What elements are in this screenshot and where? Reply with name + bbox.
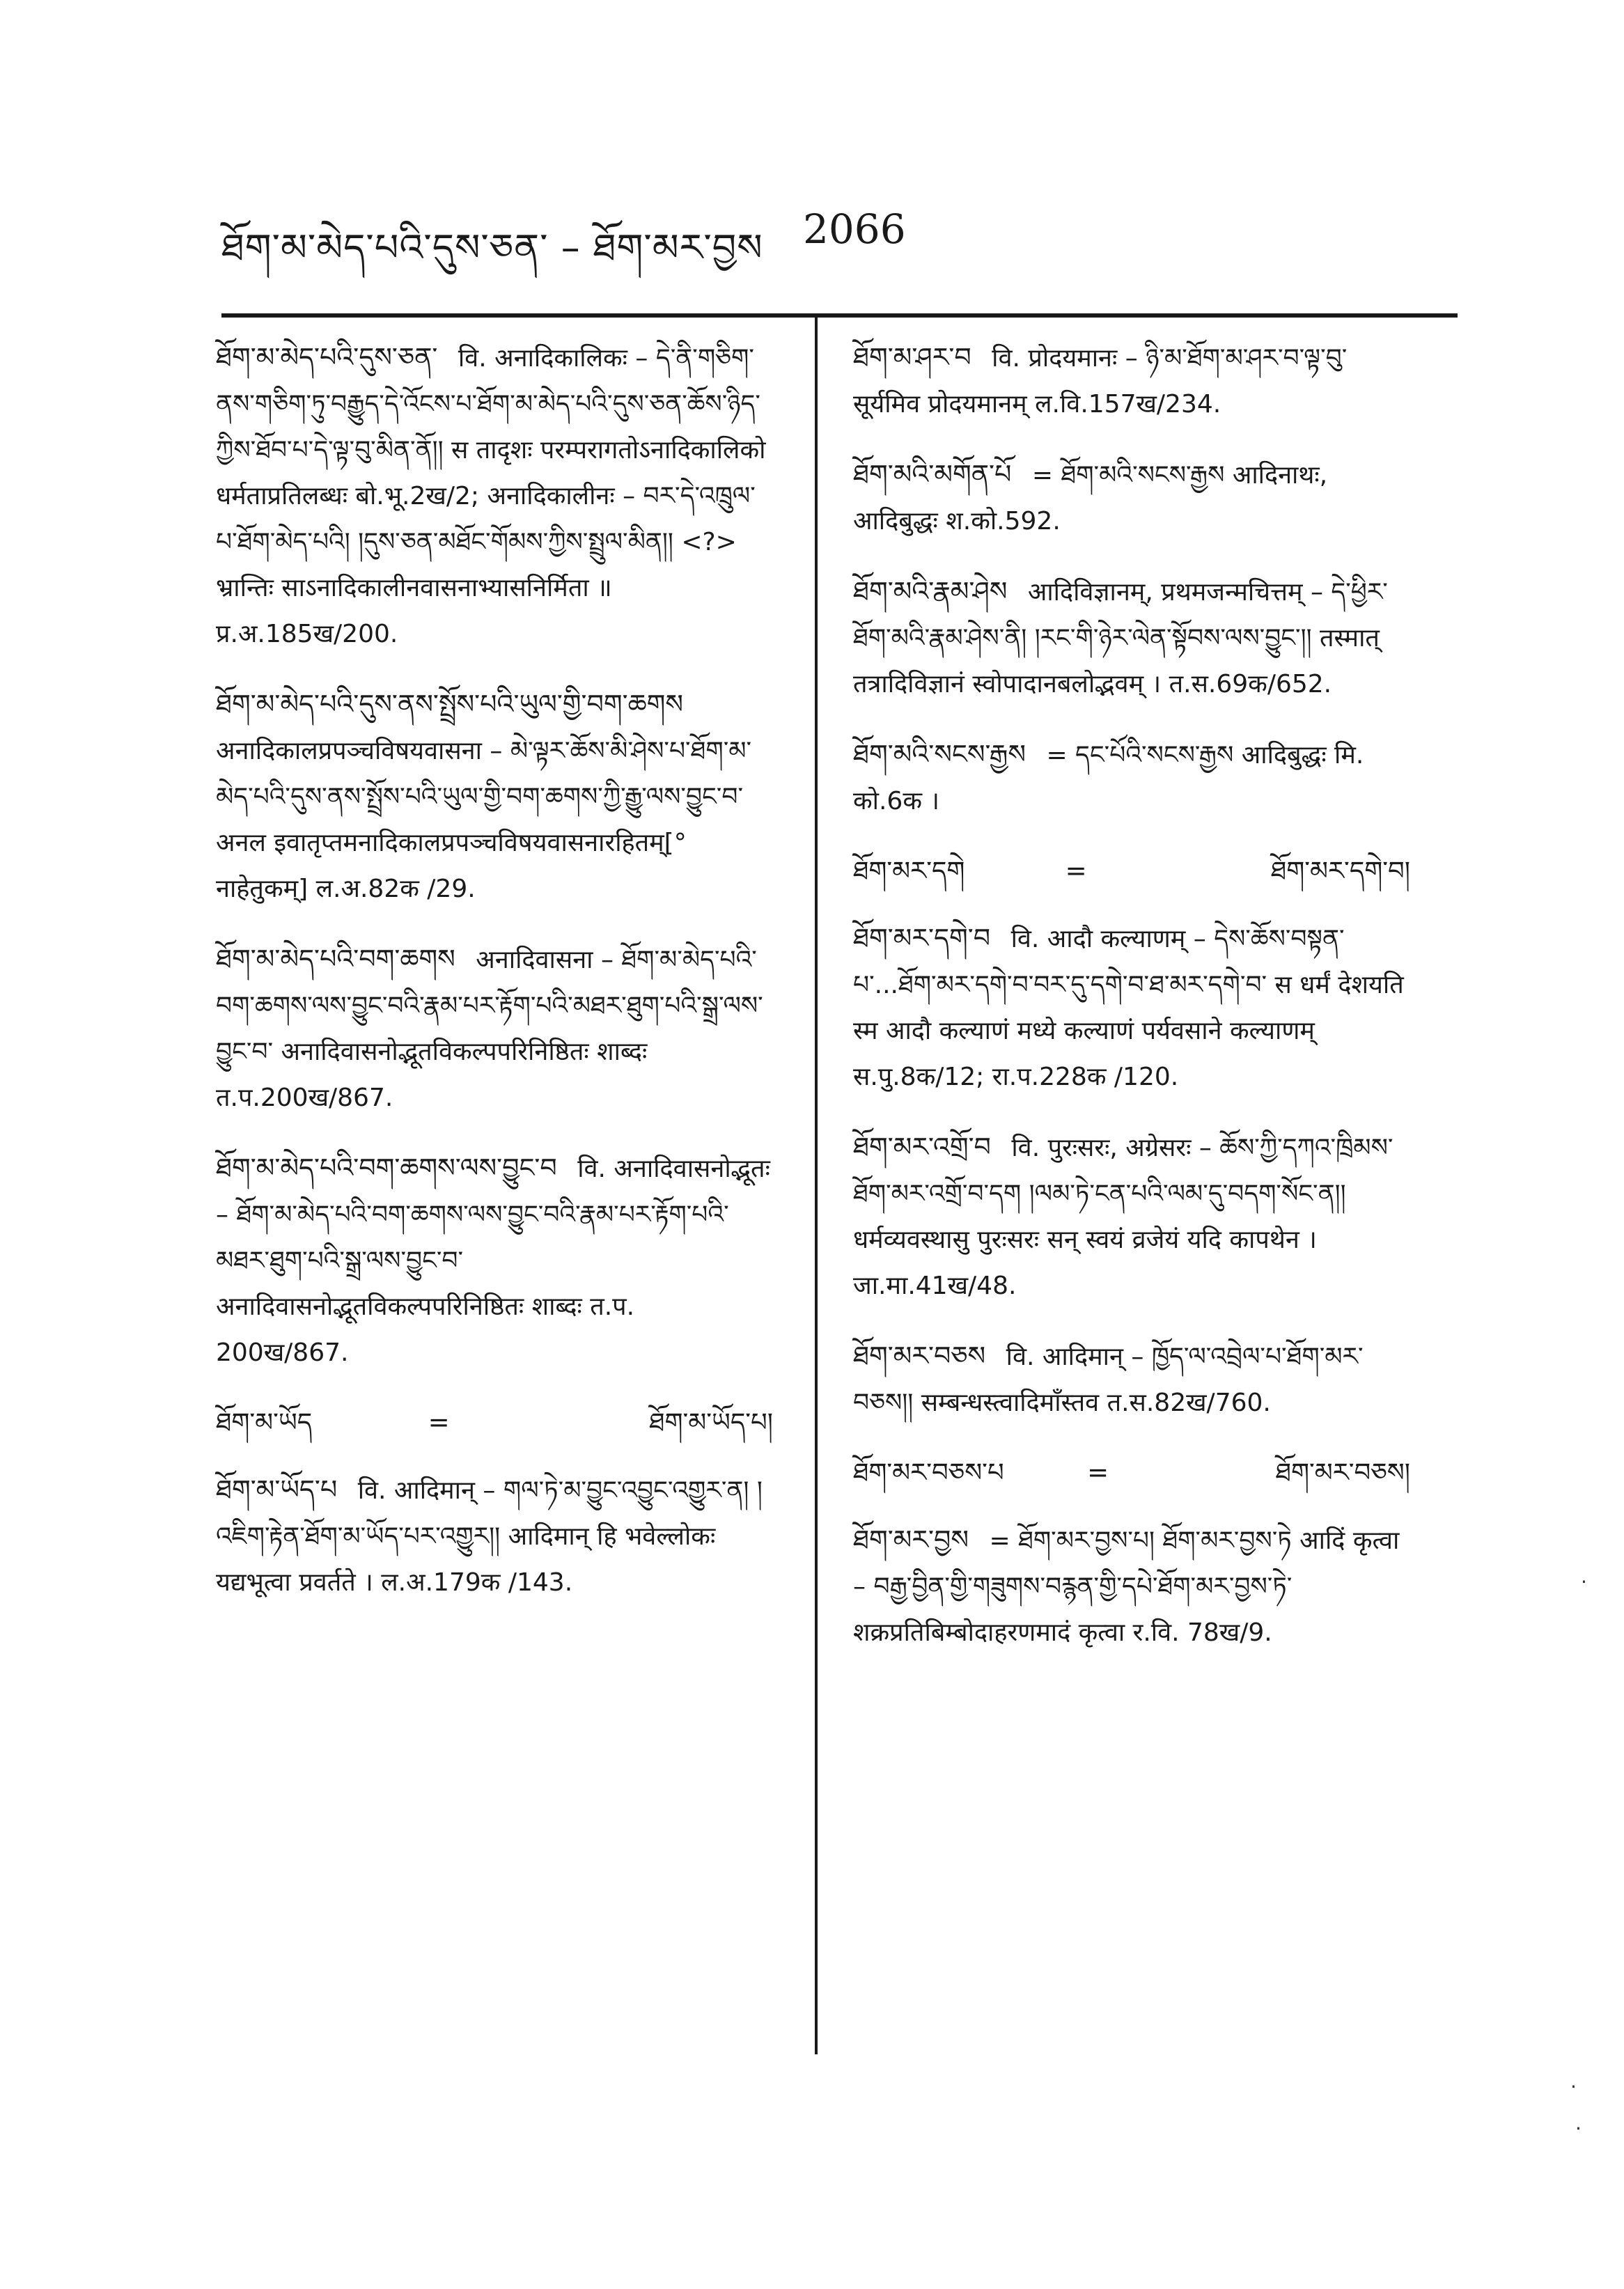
entry-definition: आदिविज्ञानम्, प्रथमजन्मचित्तम् – དེ་ཕྱིར་ཐོག་མའི་རྣམ་ཤེས་ནི། །རང་གི་ཉེར་ལེན་སྟོབས་ལས་བྱུང་།། तस्मात् तत्रादिविज्ञानं स्वोपादानबलोद्भवम् । त.स.69क/652. (853, 578, 1388, 698)
equals-sign: = (1087, 1458, 1109, 1487)
dictionary-entry (853, 334, 1410, 428)
entry-headword: ཐོག་མ་མེད་པའི་བག་ཆགས (216, 944, 455, 974)
entry-headword: ཐོག་མར་བཅས (853, 1341, 986, 1371)
cross-reference (853, 1450, 1410, 1496)
entry-headword: ཐོག་མ་མེད་པའི་བག་ཆགས་ལས་བྱུང་བ (216, 1153, 557, 1183)
entry-headword: ཐོག་མ་ཡོད (216, 1407, 313, 1437)
entry-definition: = ཐོག་མའི་སངས་རྒྱས आदिनाथः, आदिबुद्धः श.को.592. (853, 461, 1328, 536)
entry-headword: ཐོག་མའི་མགོན་པོ (853, 459, 1012, 490)
entry-headword: ཐོག་མར་དགེ (853, 856, 965, 886)
page-header (221, 205, 1475, 269)
dictionary-entry (853, 731, 1410, 825)
cross-reference-target: ཐོག་མ་ཡོད་པ། (649, 1407, 773, 1437)
entry-definition: अनादिवासना – ཐོག་མ་མེད་པའི་བག་ཆགས་ལས་བྱུང་བའི་རྣམ་པར་རྟོག་པའི་མཐར་ཐུག་པའི་སྒྲ་ལས་བྱུང་བ་ अनादिवासनोद्भूतविकल्पपरिनिष्ठितः शाब्दः त.प.200ख/867. (216, 946, 763, 1112)
cross-reference (853, 848, 1410, 894)
entry-headword: ཐོག་མར་འགྲོ་བ (853, 1132, 991, 1162)
entry-definition: = ཐོག་མར་བྱས་པ། ཐོག་མར་བྱས་ཏེ आदिं कृत्वा – བརྒྱ་བྱིན་གྱི་གཟུགས་བརྙན་གྱི་དཔེ་ཐོག་མར་བྱས་ཏེ་ शक्रप्रतिबिम्बोदाहरणमादं कृत्वा र.वि. 78ख/9. (853, 1526, 1400, 1647)
equals-sign: = (1065, 856, 1087, 886)
entry-headword: ཐོག་མར་བཅས་པ (853, 1458, 1004, 1487)
entry-definition: वि. आदिमान् – གལ་ཏེ་མ་བྱུང་འབྱུང་འགྱུར་ན། །འཇིག་རྟེན་ཐོག་མ་ཡོད་པར་འགྱུར།། आदिमान् हि भवेल्लोकः यद्यभूत्वा प्रवर्तते । ल.अ.179क /143. (216, 1476, 763, 1597)
dictionary-entry (216, 1145, 773, 1376)
entry-definition: वि. आदिमान् – ཁྱོད་ལ་འབྲེལ་པ་ཐོག་མར་བཅས།། सम्बन्धस्त्वादिमाँस्तव त.स.82ख/760. (853, 1343, 1364, 1417)
entry-headword: ཐོག་མ་མེད་པའི་དུས་ཅན་ (216, 342, 438, 373)
entry-definition: वि. आदौ कल्याणम् – དེས་ཆོས་བསྟན་པ་...ཐོག་མར་དགེ་བ་བར་དུ་དགེ་བ་ཐ་མར་དགེ་བ་ स धर्मं देशयति स्म आदौ कल्याणं मध्ये कल्याणं पर्यवसाने कल्याणम् स.पु.8क/12; रा.प.228क /120. (853, 925, 1404, 1091)
entry-headword: ཐོག་མ་ཤར་བ (853, 342, 971, 373)
entry-definition: अनादिकालप्रपञ्चविषयवासना – མེ་ལྟར་ཆོས་མི་ཤེས་པ་ཐོག་མ་མེད་པའི་དུས་ནས་སྤྲོས་པའི་ཡུལ་གྱི་བག་ཆགས་ཀྱི་རྒྱུ་ལས་བྱུང་བ་ अनल इवातृप्तमनादिकालप्रपञ्चविषयवासनारहितम्[° नाहेतुकम्] ल.अ.82क /29. (216, 737, 752, 903)
cross-reference-target: ཐོག་མར་དགེ་བ། (1270, 856, 1410, 886)
entry-headword: ཐོག་མར་བྱས (853, 1524, 969, 1555)
dictionary-entry (853, 1333, 1410, 1426)
entry-headword: ཐོག་མར་དགེ་བ (853, 923, 991, 953)
column-divider (815, 317, 818, 2054)
header-rule (221, 313, 1458, 318)
entry-headword: ཐོག་མ་མེད་པའི་དུས་ནས་སྤྲོས་པའི་ཡུལ་གྱི་བག་ཆགས (216, 689, 684, 719)
cross-reference-target: ཐོག་མར་བཅས། (1275, 1458, 1410, 1487)
dictionary-entry (216, 334, 773, 657)
entry-definition: वि. पुरःसरः, अग्रेसरः – ཆོས་ཀྱི་དཀའ་ཁྲིམས་ཐོག་མར་འགྲོ་བ་དག །ལམ་ཏེ་ངན་པའི་ལམ་དུ་བདག་སོང་ན།། धर्मव्यवस्थासु पुरःसरः सन् स्वयं व्रजेयं यदि कापथेन । जा.मा.41ख/48. (853, 1134, 1393, 1300)
dictionary-entry (216, 681, 773, 912)
page-number: 2066 (803, 205, 906, 253)
scan-speck: · (1575, 2117, 1582, 2140)
dictionary-entry (853, 1517, 1410, 1656)
entry-headword: ཐོག་མའི་སངས་རྒྱས (853, 739, 1026, 769)
entry-definition: = དང་པོའི་སངས་རྒྱས आदिबुद्धः मि. को.6क । (853, 741, 1364, 815)
running-head: ཐོག་མ་མེད་པའི་དུས་ཅན་ – ཐོག་མར་བྱས (221, 226, 763, 269)
dictionary-entry (853, 1124, 1410, 1309)
equals-sign: = (428, 1407, 450, 1437)
dictionary-entry (216, 1467, 773, 1606)
entry-headword: ཐོག་མ་ཡོད་པ (216, 1474, 338, 1505)
entry-definition: वि. अनादिवासनोद्भूतः – ཐོག་མ་མེད་པའི་བག་ཆགས་ལས་བྱུང་བའི་རྣམ་པར་རྟོག་པའི་མཐར་ཐུག་པའི་སྒྲ་ལས་བྱུང་བ་ अनादिवासनोद्भूतविकल्पपरिनिष्ठितः शाब्दः त.प. 200ख/867. (216, 1155, 770, 1367)
entry-definition: वि. अनादिकालिकः – དེ་ནི་གཅིག་ནས་གཅིག་ཏུ་བརྒྱུད་དེ་འོངས་པ་ཐོག་མ་མེད་པའི་དུས་ཅན་ཆོས་ཉིད་ཀྱིས་ཐོབ་པ་དེ་ལྟ་བུ་མིན་ནོ།། स तादृशः परम्परागतोऽनादिकालिको धर्मताप्रतिलब्धः बो.भू.2ख/2; अनादिकालीनः – བར་དེ་འཁྲུལ་པ་ཐོག་མེད་པའི། །དུས་ཅན་མཐོང་གོམས་ཀྱིས་སྤྲུལ་མིན།། <?> भ्रान्तिः साऽनादिकालीनवासनाभ्यासनिर्मिता ॥ प्र.अ.185ख/200. (216, 344, 766, 648)
entry-headword: ཐོག་མའི་རྣམ་ཤེས (853, 576, 1008, 607)
scan-speck: · (1570, 2075, 1577, 2098)
entry-definition: वि. प्रोदयमानः – ཉི་མ་ཐོག་མ་ཤར་བ་ལྟ་བུ་ सूर्यमिव प्रोदयमानम् ल.वि.157ख/234. (853, 344, 1348, 419)
dictionary-entry (853, 915, 1410, 1100)
dictionary-entry (853, 451, 1410, 545)
scan-speck: · (1581, 1570, 1587, 1593)
dictionary-entry (216, 936, 773, 1121)
left-column (216, 334, 773, 1630)
dictionary-entry (853, 568, 1410, 708)
cross-reference (216, 1400, 773, 1446)
right-column (853, 334, 1410, 1680)
